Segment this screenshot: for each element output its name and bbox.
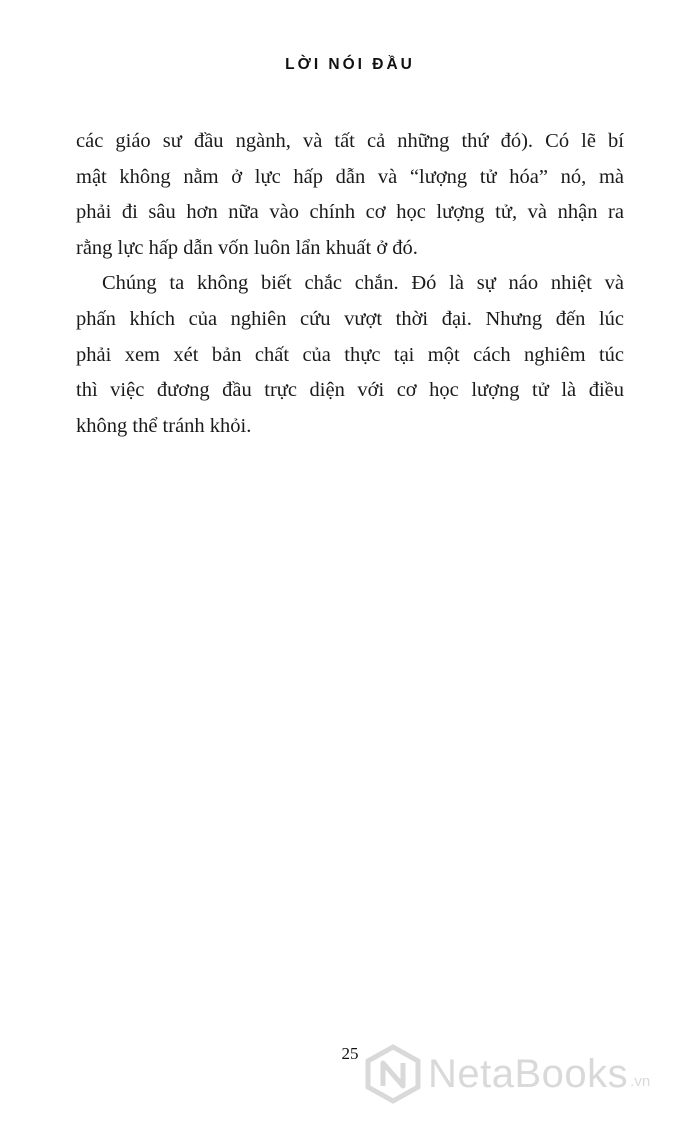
- text-line: không thể tránh khỏi.: [76, 414, 252, 437]
- watermark-brand-text: NetaBooks: [428, 1051, 629, 1096]
- body-text: [76, 124, 624, 444]
- text-line: phấn khích của nghiên cứu vượt thời đại. Nhưng đến lúc: [76, 307, 624, 330]
- netabooks-watermark: [364, 1044, 700, 1104]
- paragraph-1: [76, 124, 624, 266]
- netabooks-logo-icon: [364, 1044, 422, 1104]
- text-line: các giáo sư đầu ngành, và tất cả những thứ đó). Có lẽ bí: [76, 130, 624, 152]
- text-line: thì việc đương đầu trực diện với cơ học lượng tử là điều: [76, 379, 624, 402]
- running-head: LỜI NÓI ĐẦU: [285, 56, 415, 73]
- text-line: phải xem xét bản chất của thực tại một cách nghiêm túc: [76, 343, 624, 366]
- text-line: rằng lực hấp dẫn vốn luôn lẩn khuất ở đó.: [76, 236, 418, 259]
- paragraph-2: [76, 266, 624, 444]
- page-number: 25: [341, 1044, 359, 1063]
- watermark-tld: .vn: [630, 1073, 651, 1090]
- text-line: phải đi sâu hơn nữa vào chính cơ học lượng tử, và nhận ra: [76, 201, 624, 224]
- text-line: mật không nằm ở lực hấp dẫn và “lượng tử hóa” nó, mà: [76, 165, 624, 188]
- text-line: Chúng ta không biết chắc chắn. Đó là sự náo nhiệt và: [102, 272, 624, 295]
